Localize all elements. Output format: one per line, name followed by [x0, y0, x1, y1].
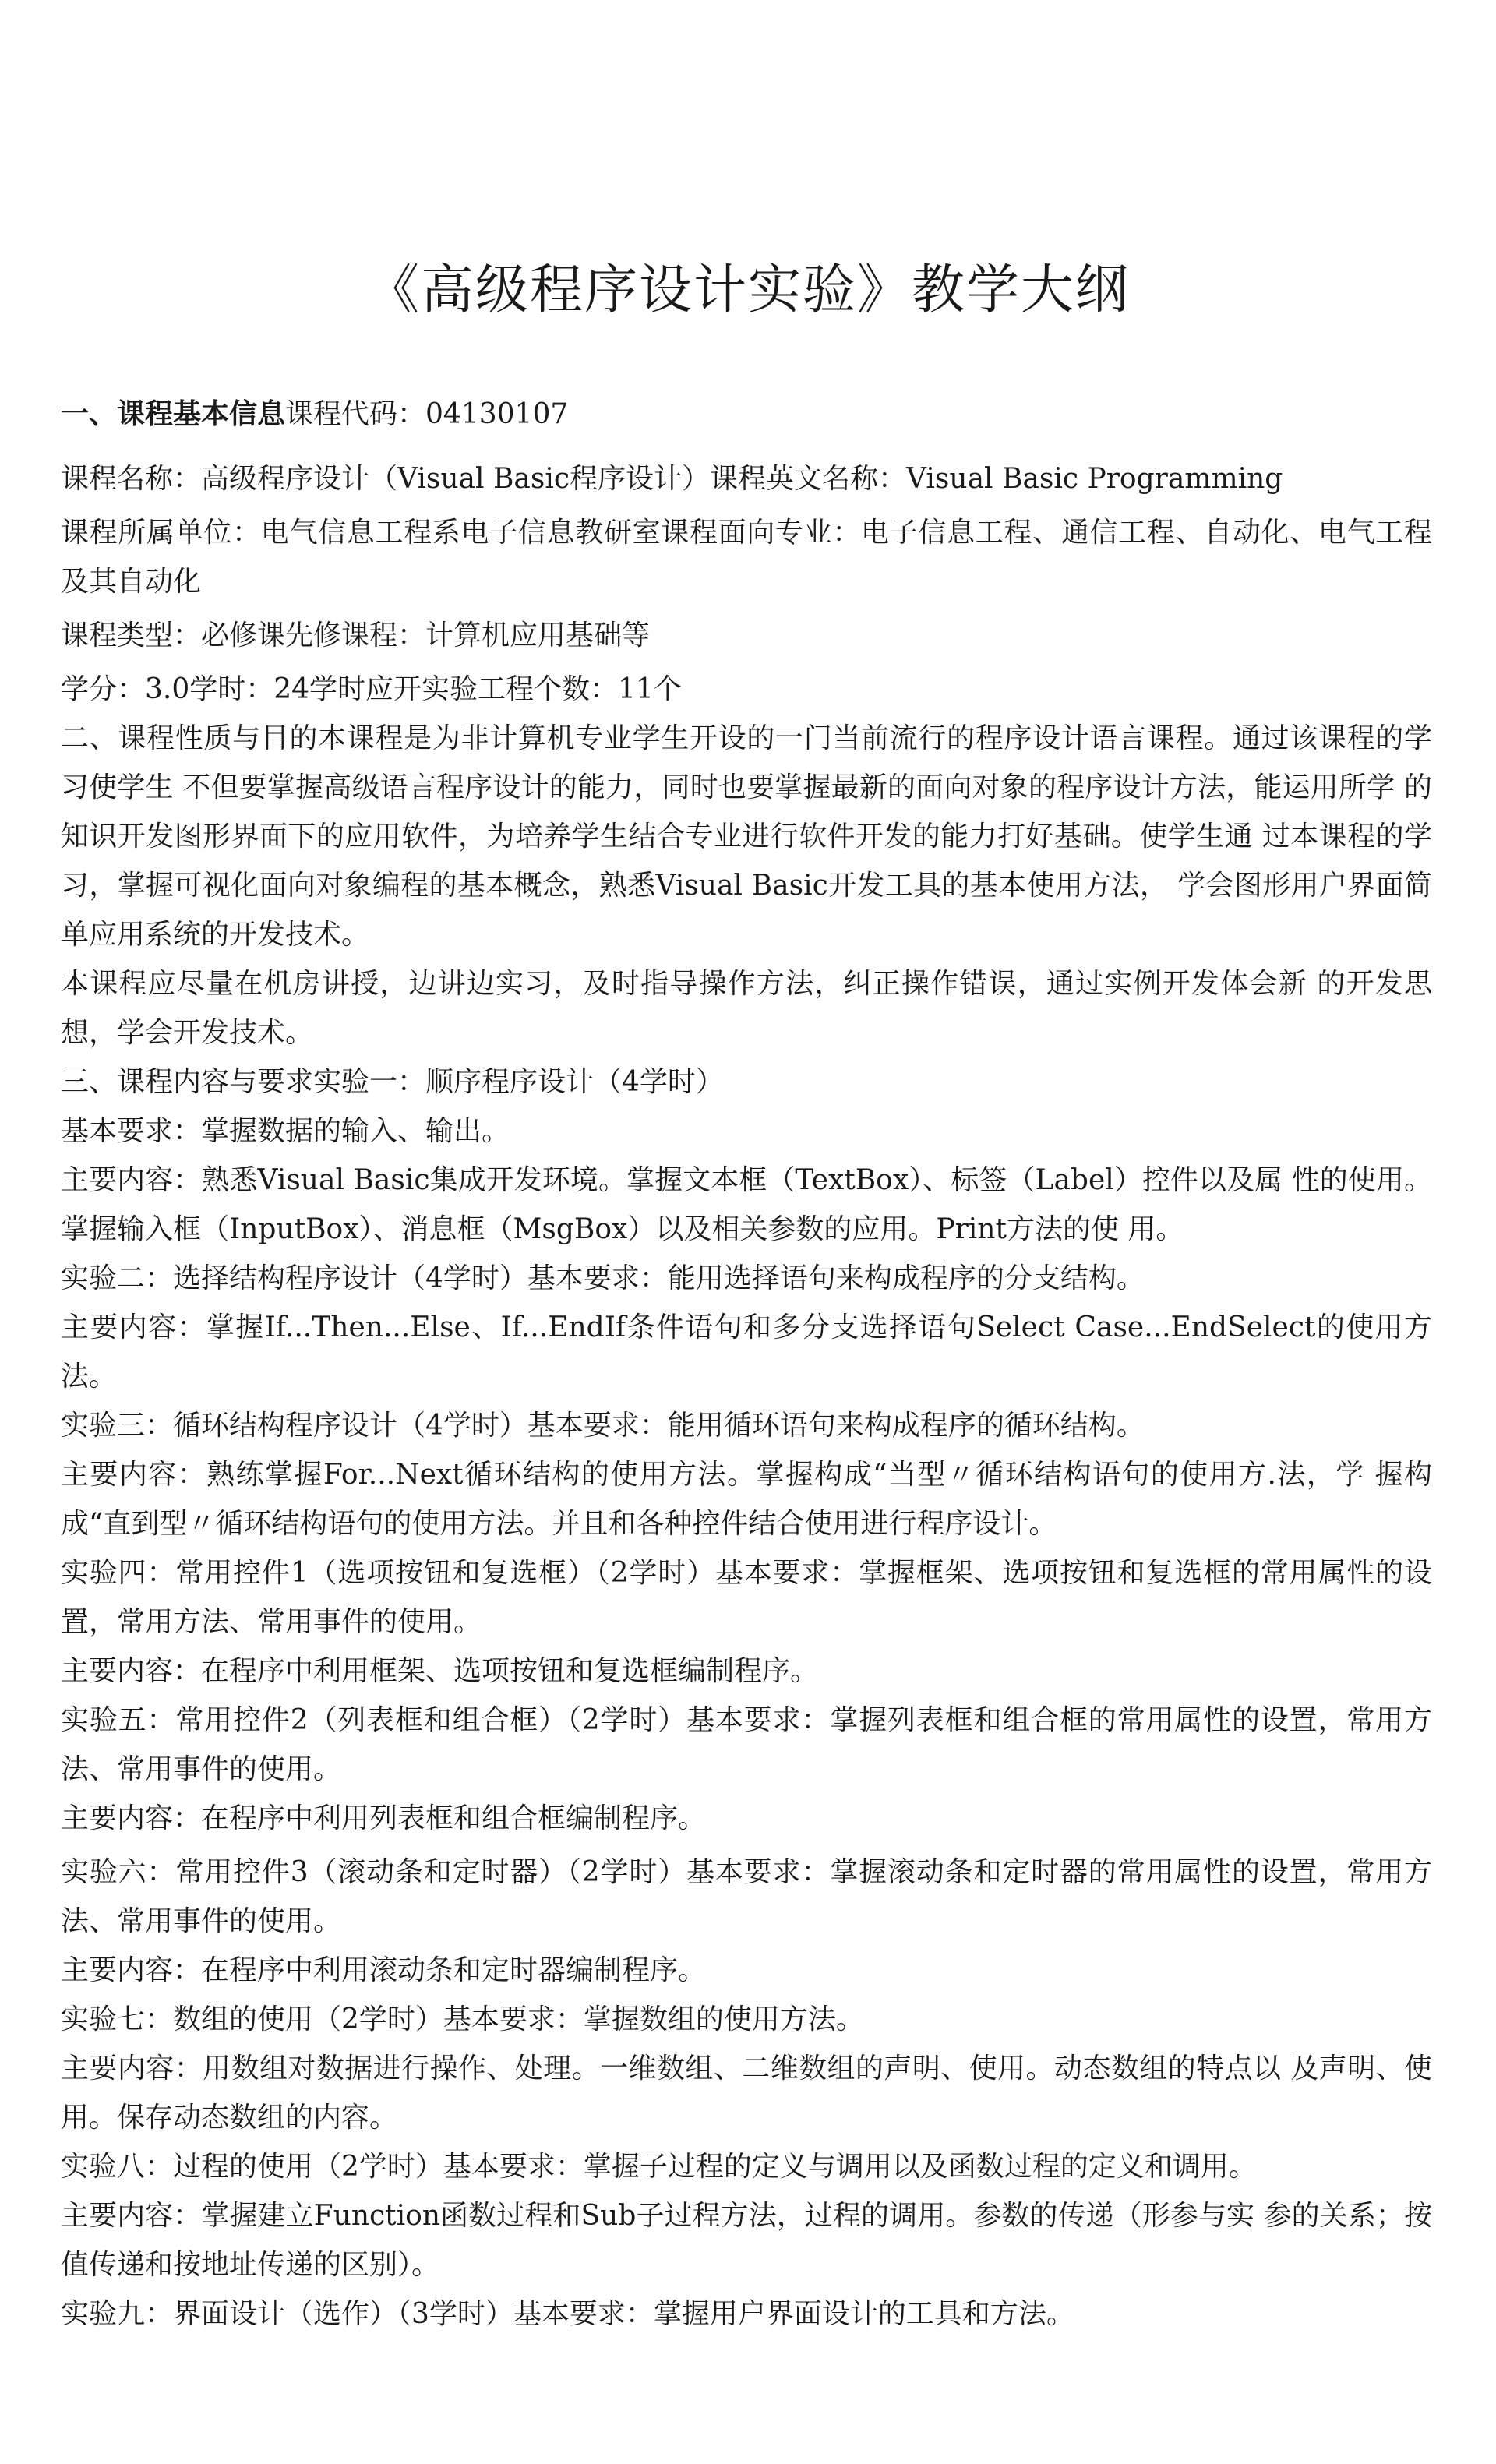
exp1-content: 主要内容：熟悉Visual Basic集成开发环境。掌握文本框（TextBox）、标签（Label）控件以及属 性的使用。掌握输入框（InputBox）、消息框（MsgBox）以及相关参数的应用。Print方法的使 用。 [61, 1164, 1432, 1245]
exp8-title: 实验八：过程的使用（2学时）基本要求：掌握子过程的定义与调用以及函数过程的定义和调用。 [61, 2151, 1257, 2183]
course-type: 课程类型：必修课先修课程：计算机应用基础等 [61, 620, 651, 651]
exp9-title: 实验九：界面设计（选作）（3学时）基本要求：掌握用户界面设计的工具和方法。 [61, 2298, 1074, 2330]
section-heading: 一、课程基本信息 [61, 397, 286, 430]
exp7-title: 实验七：数组的使用（2学时）基本要求：掌握数组的使用方法。 [61, 2003, 864, 2035]
exp4-content: 主要内容：在程序中利用框架、选项按钮和复选框编制程序。 [61, 1655, 819, 1687]
exp4-title: 实验四：常用控件1（选项按钮和复选框）（2学时）基本要求：掌握框架、选项按钮和复选框的常用属性的设置，常用方法、常用事件的使用。 [61, 1557, 1432, 1638]
section-content-exp1: 三、课程内容与要求实验一：顺序程序设计（4学时） [61, 1066, 724, 1098]
exp2-title: 实验二：选择结构程序设计（4学时）基本要求：能用选择语句来构成程序的分支结构。 [61, 1262, 1145, 1294]
section-basic-info [61, 390, 1432, 439]
exp5-content: 主要内容：在程序中利用列表框和组合框编制程序。 [61, 1802, 707, 1834]
course-unit: 课程所属单位：电气信息工程系电子信息教研室课程面向专业：电子信息工程、通信工程、自动化、电气工程及其自动化 [61, 517, 1432, 598]
course-credits: 学分：3.0学时：24学时应开实验工程个数：11个 [61, 673, 682, 705]
exp5-title: 实验五：常用控件2（列表框和组合框）（2学时）基本要求：掌握列表框和组合框的常用属性的设置，常用方法、常用事件的使用。 [61, 1704, 1432, 1785]
exp6-title: 实验六：常用控件3（滚动条和定时器）（2学时）基本要求：掌握滚动条和定时器的常用属性的设置，常用方法、常用事件的使用。 [61, 1856, 1432, 1937]
exp3-content: 主要内容：熟练掌握For...Next循环结构的使用方法。掌握构成“当型〃循环结构语句的使用方.法，学 握构成“直到型〃循环结构语句的使用方法。并且和各种控件结合使用进行程序设计。 [61, 1459, 1432, 1540]
paragraph-teaching-method: 本课程应尽量在机房讲授，边讲边实习，及时指导操作方法，纠正操作错误，通过实例开发体会新 的开发思想，学会开发技术。 [61, 968, 1432, 1049]
exp7-content: 主要内容：用数组对数据进行操作、处理。一维数组、二维数组的声明、使用。动态数组的特点以 及声明、使用。保存动态数组的内容。 [61, 2053, 1432, 2134]
course-code: 课程代码：04130107 [285, 398, 569, 430]
section-nature-purpose: 二、课程性质与目的本课程是为非计算机专业学生开设的一门当前流行的程序设计语言课程。通过该课程的学习使学生 不但要掌握高级语言程序设计的能力，同时也要掌握最新的面向对象的程序设计方法，能运用所学 的知识开发图形界面下的应用软件，为培养学生结合专业进行软件开发的能力打好基础。使学生通 过本课程的学习，掌握可视化面向对象编程的基本概念，熟悉Visual Basic开发工具的基本使用方法， 学会图形用户界面简单应用系统的开发技术。 [61, 722, 1432, 951]
exp2-content: 主要内容：掌握If...Then...Else、If...EndIf条件语句和多分支选择语句Select Case...EndSelect的使用方 法。 [61, 1311, 1432, 1393]
page-title: 《高级程序设计实验》教学大纲 [365, 259, 1130, 321]
exp8-content: 主要内容：掌握建立Function函数过程和Sub子过程方法，过程的调用。参数的传递（形参与实 参的关系；按值传递和按地址传递的区别）。 [61, 2200, 1432, 2281]
document-body [61, 390, 1432, 2339]
exp1-requirements: 基本要求：掌握数据的输入、输出。 [61, 1115, 510, 1147]
exp3-title: 实验三：循环结构程序设计（4学时）基本要求：能用循环语句来构成程序的循环结构。 [61, 1410, 1145, 1442]
exp6-content: 主要内容：在程序中利用滚动条和定时器编制程序。 [61, 1954, 707, 1986]
course-name: 课程名称：高级程序设计（Visual Basic程序设计）课程英文名称：Visual Basic Programming [61, 463, 1283, 495]
